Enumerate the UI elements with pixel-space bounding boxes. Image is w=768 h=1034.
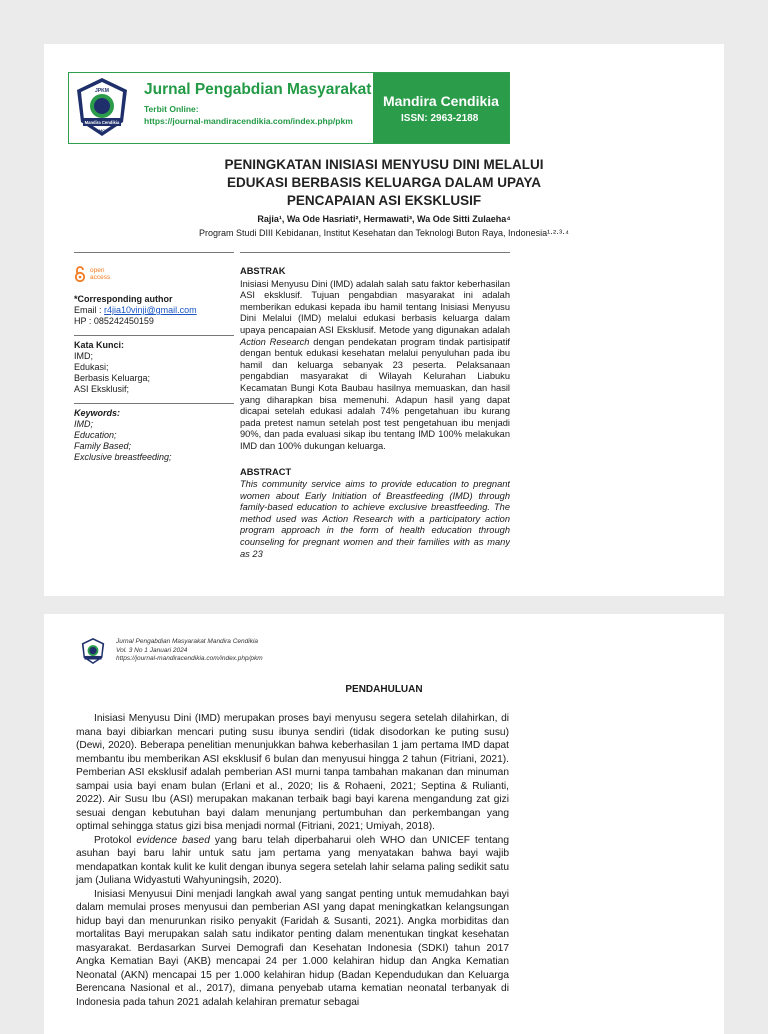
email-link[interactable]: r4jia10vinji@gmail.com	[104, 305, 197, 315]
abstrak-text-part1: Inisiasi Menyusu Dini (IMD) adalah salah satu faktor keberhasilan ASI eksklusif. Tujuan pengabdian masyarakat ini adalah memberikan edukasi kepada ibu hamil tentang Inisiasi Menyusu Dini Melalui (IMD) melalui edukasi berbasis keluarga dalam upaya pencapaian ASI Eksklusif. Metode yang digunakan adalah	[240, 278, 510, 335]
hp-number: HP : 085242450159	[74, 316, 154, 326]
abstrak-text-part2: dengan pendekatan program tindak partisipatif dengan bentuk edukasi kesehatan melalui penyuluhan pada ibu hamil dan keluarga sebanyak 23 peserta. Pelaksanaan pengabdian masyarakat di Wilayah Kelurahan Liabuku Kecamatan Bungi Kota Baubau hasilnya memuaskan, dan hasil yang diharapkan bisa memenuhi. Adapun hasil yang dapat dicapai setelah edukasi adalah 74% pengetahuan ibu kurang pada pretest namun setelah post test pengetahuan ibu menjadi 90%, dan pada evaluasi sikap ibu tentang IMD 100% melakukan IMD dan 100% dukungan keluarga.	[240, 336, 510, 451]
running-header-volume: Vol. 3 No 1 Januari 2024	[116, 646, 188, 654]
page-1	[44, 44, 724, 596]
article-affiliation: Program Studi DIII Kebidanan, Institut Kesehatan dan Teknologi Buton Raya, Indonesia¹·²·³·⁴	[199, 228, 569, 238]
logo-text-bottom: Mandira Cendikia	[84, 120, 120, 125]
article-info-column	[74, 266, 234, 471]
issn-label: ISSN: 2963-2188	[401, 113, 479, 124]
journal-header-banner	[68, 72, 510, 144]
paragraph: Inisiasi Menyusu Dini (IMD) merupakan proses bayi menyusu segera setelah dilahirkan, di mana bayi dibiarkan mencari puting susu ibunya sendiri (tidak disodorkan ke puting susu) (Dewi, 2020). Beberapa penelitian menunjukkan bahwa keberhasilan 1 jam pertama IMD dapat membantu ibu memberikan ASI eksklusif 6 bulan dan menyusui hingga 2 tahun (Fitriani, 2021). Pemberian ASI eksklusif adalah pemberian ASI murni tanpa tambahan makanan dan minuman sampai usia bayi enam bulan (Erlani et al., 2020; Iis & Rohaeni, 2021; Septina & Rulianti, 2022). Air Susu Ibu (ASI) merupakan makanan terbaik bagi bayi karena mengandung zat gizi sesuai dengan kebutuhan bayi dalam menunjang pertumbuhan dan perkembangan yang optimal sehingga status gizi bisa menjadi normal (Fitriani, 2021; Umiyah, 2018).	[76, 713, 509, 832]
divider-kata-kunci	[74, 335, 234, 336]
divider-keywords	[74, 403, 234, 404]
kata-kunci-item: IMD;	[74, 351, 93, 361]
abstrak-heading: ABSTRAK	[240, 266, 286, 276]
running-header	[116, 638, 263, 664]
journal-title: Jurnal Pengabdian Masyarakat	[144, 81, 372, 98]
divider-left	[74, 252, 234, 253]
keywords-label: Keywords:	[74, 408, 121, 418]
paragraph: Inisiasi Menyusui Dini menjadi langkah awal yang sangat penting untuk memudahkan bayi dalam memulai proses menyusui dan pemberian ASI yang dapat meningkatkan kelangsungan hidup bayi dan menurunkan risiko penyakit (Faridah & Susanti, 2021). Angka morbiditas dan mortalitas Bayi merupakan salah satu indikator penting dalam menentukan tingkat kesehatan masyarakat. Berdasarkan Survei Demografi dan Kesehatan Indonesia (SDKI) tahun 2017 Angka Kematian Bayi (AKB) mencapai 24 per 1.000 kelahiran hidup dan Angka Kematian Neonatal (AKN) mencapai 15 per 1.000 kelahiran hidup (Badan Kependudukan dan Keluarga Berencana Nasional et al., 2017), dimana penyebab utama kematian neonatal terbanyak di Indonesia pada tahun 2021 adalah kelahiran prematur sebagai	[76, 888, 509, 1008]
article-title: PENINGKATAN INISIASI MENYUSU DINI MELALUI EDUKASI BERBASIS KELUARGA DALAM UPAYA PENCAPAIAN ASI EKSKLUSIF	[224, 157, 544, 208]
kata-kunci-item: ASI Eksklusif;	[74, 384, 130, 394]
terbit-online-label: Terbit Online:	[144, 104, 199, 114]
running-header-journal: Jurnal Pengabdian Masyarakat Mandira Cendikia	[116, 638, 258, 645]
abstract-heading: ABSTRACT	[240, 466, 292, 477]
kata-kunci-item: Berbasis Keluarga;	[74, 373, 151, 383]
logo-text-mc: MC	[98, 128, 106, 133]
paragraph	[76, 834, 509, 888]
pendahuluan-body	[76, 712, 509, 1009]
abstrak-text-italic: Action Research	[240, 336, 310, 347]
keyword-item: IMD;	[74, 419, 93, 429]
page-2	[44, 614, 724, 1034]
abstrak-text	[240, 279, 510, 453]
paragraph-2-italic: evidence based	[136, 834, 210, 846]
journal-logo-icon	[73, 76, 131, 138]
logo-text-top: JPKM	[95, 88, 109, 94]
paragraph-2-rest: yang baru telah diperbaharui oleh WHO dan UNICEF tentang asuhan bayi baru lahir untuk satu jam pertama yang menyatakan bahwa bayi wajib mendapatkan kontak kulit ke kulit dengan ibunya segera setelah lahir selama paling sedikit satu jam (Juliana Widyastuti Wahyuningsih, 2020).	[76, 834, 510, 886]
abstract-text: This community service aims to provide education to pregnant women about Early Initiation of Breastfeeding (IMD) through family-based education to achieve exclusive breastfeeding. The method used was Action Research with a participatory action program approach in the form of health education through counseling for pregnant women and their families with as many as 23	[240, 479, 510, 559]
article-authors: Rajia¹, Wa Ode Hasriati², Hermawati³, Wa Ode Sitti Zulaeha⁴	[257, 214, 511, 224]
open-access-badge	[74, 266, 234, 282]
journal-url-link[interactable]: https://journal-mandiracendikia.com/index.php/pkm	[144, 116, 353, 126]
paragraph-2-start: Protokol	[94, 834, 137, 846]
keyword-item: Exclusive breastfeeding;	[74, 452, 172, 462]
publisher-box	[373, 73, 509, 143]
corresponding-author-label: *Corresponding author	[74, 294, 173, 304]
email-label: Email :	[74, 305, 105, 315]
journal-logo-small-icon	[80, 636, 106, 666]
divider-right	[240, 252, 510, 253]
keyword-item: Education;	[74, 430, 117, 440]
section-title-pendahuluan: PENDAHULUAN	[345, 684, 423, 695]
abstract-column	[240, 266, 510, 573]
publisher-name: Mandira Cendikia	[383, 93, 499, 109]
keyword-item: Family Based;	[74, 441, 132, 451]
open-access-icon	[74, 266, 86, 282]
open-access-text-1: open	[90, 267, 105, 274]
kata-kunci-label: Kata Kunci:	[74, 340, 125, 350]
running-header-url[interactable]: https://journal-mandiracendikia.com/index.php/pkm	[116, 655, 263, 662]
kata-kunci-item: Edukasi;	[74, 362, 109, 372]
open-access-text-2: access	[90, 274, 111, 281]
